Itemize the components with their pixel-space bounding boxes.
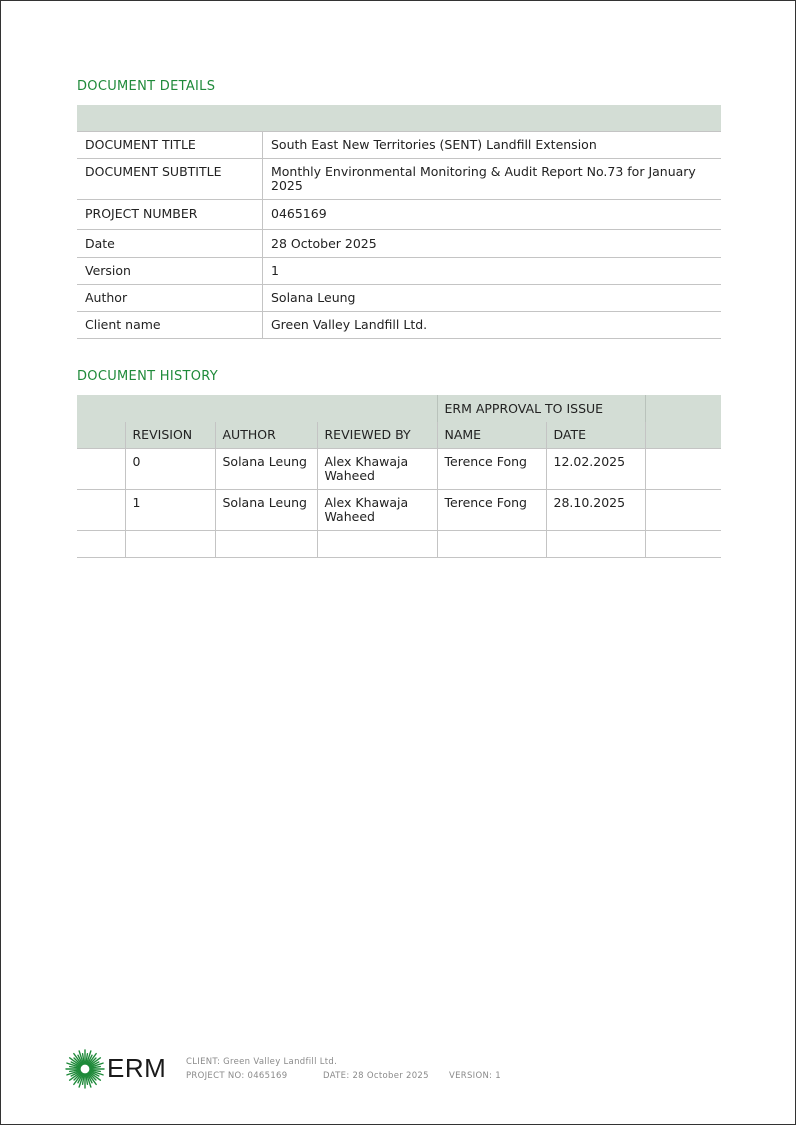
table-row-empty [77,531,721,558]
details-row-date [77,230,721,258]
details-label: Author [77,285,263,312]
details-row-client-name [77,312,721,339]
col-date: DATE [546,422,645,449]
footer-version: VERSION: 1 [449,1071,502,1081]
details-row-author [77,285,721,312]
details-row-subtitle [77,159,721,200]
details-value: 0465169 [263,200,722,230]
document-history-table [77,395,721,558]
details-label: DOCUMENT SUBTITLE [77,159,263,200]
table-row [77,490,721,531]
cell-revision: 1 [125,490,215,531]
table-row [77,449,721,490]
details-label: DOCUMENT TITLE [77,132,263,159]
details-value: South East New Territories (SENT) Landfill Extension [263,132,722,159]
details-value: 1 [263,258,722,285]
cell-reviewed-by: Alex Khawaja Waheed [317,490,437,531]
details-value: Green Valley Landfill Ltd. [263,312,722,339]
details-header-row [77,105,721,132]
col-revision: REVISION [125,422,215,449]
details-value: Solana Leung [263,285,722,312]
cell-author: Solana Leung [215,449,317,490]
cell-author: Solana Leung [215,490,317,531]
footer-date: DATE: 28 October 2025 [323,1071,429,1081]
erm-logo-text: ERM [107,1053,167,1083]
col-name: NAME [437,422,546,449]
details-label: Date [77,230,263,258]
details-label: Client name [77,312,263,339]
document-details-table [77,105,721,339]
cell-date: 28.10.2025 [546,490,645,531]
erm-logo-icon [65,1049,105,1089]
history-column-header-row [77,422,721,449]
document-history-heading: DOCUMENT HISTORY [77,369,219,384]
details-row-title [77,132,721,159]
document-details-heading: DOCUMENT DETAILS [77,79,216,94]
cell-reviewed-by: Alex Khawaja Waheed [317,449,437,490]
details-label: Version [77,258,263,285]
col-author: AUTHOR [215,422,317,449]
cell-name: Terence Fong [437,490,546,531]
col-reviewed-by: REVIEWED BY [317,422,437,449]
page-footer [65,1049,725,1093]
history-group-header-row [77,395,721,422]
cell-name: Terence Fong [437,449,546,490]
details-value: 28 October 2025 [263,230,722,258]
details-row-version [77,258,721,285]
details-row-project-number [77,200,721,230]
footer-project-no: PROJECT NO: 0465169 [186,1071,288,1081]
cell-revision: 0 [125,449,215,490]
cell-date: 12.02.2025 [546,449,645,490]
footer-client: CLIENT: Green Valley Landfill Ltd. [186,1057,338,1067]
approval-header: ERM APPROVAL TO ISSUE [437,395,645,422]
details-label: PROJECT NUMBER [77,200,263,230]
details-value: Monthly Environmental Monitoring & Audit Report No.73 for January 2025 [263,159,722,200]
